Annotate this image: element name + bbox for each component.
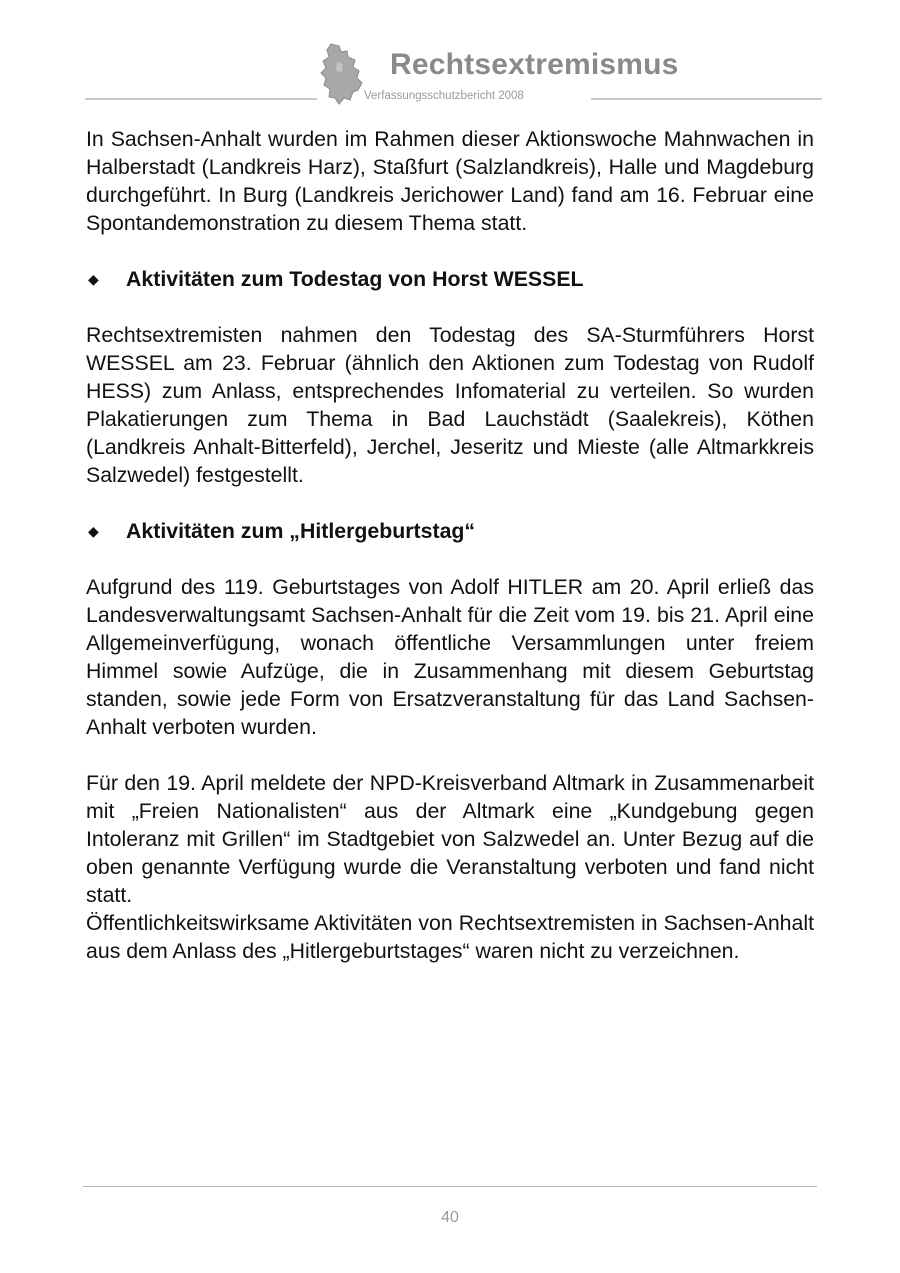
paragraph-allgemeinverfuegung: Aufgrund des 119. Geburtstages von Adolf HITLER am 20. April erließ das Landesverwaltungsamt Sachsen-Anhalt für die Zeit vom 19. bis 21. April eine Allgemeinverfügung, wonach öffentliche Versammlungen unter freiem Himmel sowie Aufzüge, die in Zusammenhang mit diesem Geburtstag standen, sowie jede Form von Ersatzveranstaltung für das Land Sachsen-Anhalt verboten wurden. (86, 575, 814, 739)
section-heading-text: Aktivitäten zum „Hitlergeburtstag“ (126, 519, 476, 543)
paragraph-aktionswoche: In Sachsen-Anhalt wurden im Rahmen dieser Aktionswoche Mahnwachen in Halberstadt (Landkreis Harz), Staßfurt (Salzlandkreis), Halle und Magdeburg durchgeführt. In Burg (Landkreis Jerichower Land) fand am 16. Februar eine Spontandemonstration zu diesem Thema statt. (86, 127, 814, 235)
diamond-bullet-icon: ◆ (88, 523, 99, 539)
header-subtitle: Verfassungsschutzbericht 2008 (360, 90, 528, 102)
section-heading-text: Aktivitäten zum Todestag von Horst WESSEL (126, 267, 584, 291)
header-rule-left (85, 98, 317, 100)
paragraph-wessel: Rechtsextremisten nahmen den Todestag des SA-Sturmführers Horst WESSEL am 23. Februar (ähnlich den Aktionen zum Todestag von Rudolf HESS) zum Anlass, entsprechendes Infomaterial zu verteilen. So wurden Plakatierungen zum Thema in Bad Lauchstädt (Saalekreis), Köthen (Landkreis Anhalt-Bitterfeld), Jerchel, Jeseritz und Mieste (alle Altmarkkreis Salzwedel) festgestellt. (86, 323, 814, 487)
diamond-bullet-icon: ◆ (88, 271, 99, 287)
footer-rule (83, 1186, 817, 1187)
paragraph-kundgebung: Für den 19. April meldete der NPD-Kreisverband Altmark in Zusammenarbeit mit „Freien Nationalisten“ aus der Altmark eine „Kundgebung gegen Intoleranz mit Grillen“ im Stadtgebiet von Salzwedel an. Unter Bezug auf die oben genannte Verfügung wurde die Veranstaltung verboten und fand nicht statt. (86, 771, 814, 907)
section-heading-wessel (86, 265, 814, 293)
section-heading-hitlergeburtstag (86, 517, 814, 545)
page-header (85, 38, 822, 108)
page-body (86, 125, 814, 965)
header-rule-right (591, 98, 822, 100)
header-title: Rechtsextremismus (390, 48, 679, 81)
page-number: 40 (441, 1209, 459, 1226)
paragraph-oeffentlichkeit: Öffentlichkeitswirksame Aktivitäten von Rechtsextremisten in Sachsen-Anhalt aus dem Anlass des „Hitlergeburtstages“ waren nicht zu verzeichnen. (86, 911, 814, 963)
